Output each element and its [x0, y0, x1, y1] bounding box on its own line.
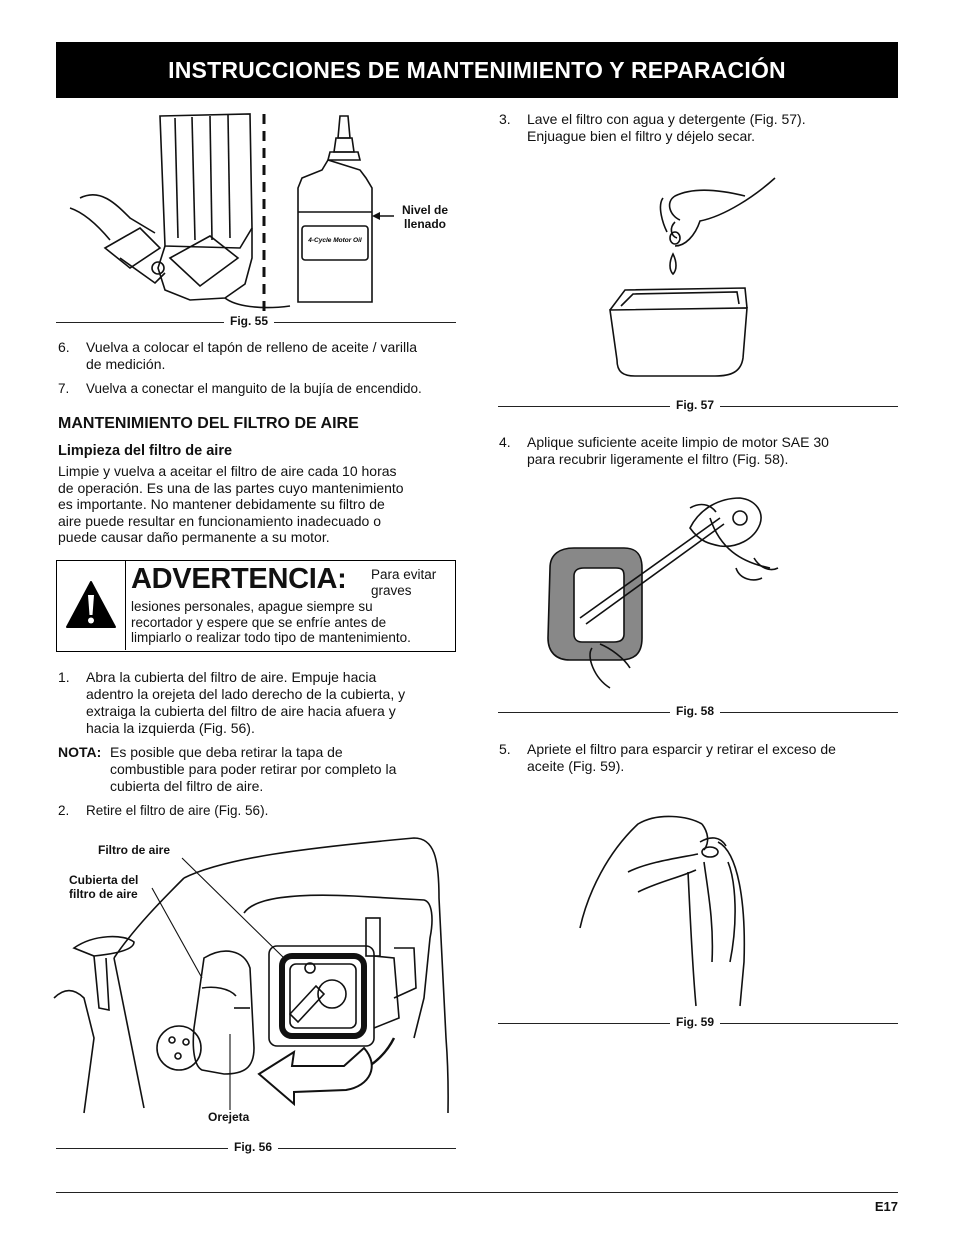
note-line: combustible para poder retirar por completo la [110, 761, 397, 777]
fig57-illustration [605, 176, 780, 382]
fill-label-line2: llenado [403, 217, 446, 231]
fig56-label-filter: Filtro de aire [98, 843, 171, 857]
step-5-line: aceite (Fig. 59). [527, 758, 625, 774]
step-5 [499, 741, 899, 775]
step-1-line: hacia la izquierda (Fig. 56). [86, 720, 255, 736]
page-title: INSTRUCCIONES DE MANTENIMIENTO Y REPARACIÓN [168, 56, 786, 83]
warning-triangle-icon [65, 579, 117, 631]
page-header [56, 42, 898, 98]
warning-body-line: limpiarlo o realizar todo tipo de mantenimiento. [131, 630, 411, 645]
step-5-number: 5. [499, 741, 511, 757]
step-4-line: Aplique suficiente aceite limpio de motor SAE 30 [527, 434, 829, 450]
fig58-caption: Fig. 58 [670, 704, 720, 718]
warning-side-line2: graves [371, 582, 412, 598]
fig57-caption-row [498, 398, 898, 414]
fig58-caption-row [498, 704, 898, 720]
step-1-line: extraiga la cubierta del filtro de aire hacia afuera y [86, 703, 396, 719]
footer-rule [56, 1192, 898, 1193]
step-3-line: Enjuague bien el filtro y déjelo secar. [527, 128, 756, 144]
warning-side-line1: Para evitar [371, 567, 437, 582]
fill-label-line1: Nivel de [401, 203, 449, 217]
fig56-caption-row [56, 1140, 456, 1156]
warning-side-text [371, 567, 455, 598]
step-7-number: 7. [58, 381, 70, 396]
step-4 [499, 434, 899, 468]
fig55-caption-row [56, 314, 456, 330]
step-7-text: Vuelva a conectar el manguito de la bujía de encendido. [86, 381, 422, 396]
maintenance-paragraph [58, 463, 458, 546]
section-title: MANTENIMIENTO DEL FILTRO DE AIRE [58, 415, 359, 432]
fig59-caption-row [498, 1015, 898, 1031]
note-line: Es posible que deba retirar la tapa de [110, 744, 343, 760]
cover-label-line2: filtro de aire [69, 887, 138, 901]
step-6-text-line2: de medición. [86, 356, 166, 372]
fig56-caption: Fig. 56 [228, 1140, 278, 1154]
warning-body [131, 599, 455, 646]
bottle-label-text: 4-Cycle Motor Oil [308, 237, 362, 244]
step-1-line: adentro la orejeta del lado derecho de la cubierta, y [86, 686, 406, 702]
fig56-label-tab: Orejeta [208, 1110, 250, 1124]
para-line: aire puede resultar en funcionamiento inadecuado o [58, 512, 382, 529]
fig59-illustration [578, 812, 778, 1008]
fig56-label-cover [69, 873, 138, 901]
step-4-line: para recubrir ligeramente el filtro (Fig. 58). [527, 451, 789, 467]
note [58, 744, 458, 796]
subsection-title: Limpieza del filtro de aire [58, 443, 233, 459]
para-line: de operación. Es una de las partes cuyo mantenimiento [58, 479, 404, 496]
warning-body-line: recortador y espere que se enfríe antes de [131, 614, 387, 630]
note-line: cubierta del filtro de aire. [110, 778, 264, 794]
step-7 [58, 380, 458, 397]
fig55-fill-level-label [390, 203, 460, 231]
para-line: puede causar daño permanente a su motor. [58, 529, 330, 545]
step-6-number: 6. [58, 339, 70, 355]
warning-body-line: lesiones personales, apague siempre su [131, 599, 373, 614]
step-2-text: Retire el filtro de aire (Fig. 56). [86, 803, 269, 818]
step-2-number: 2. [58, 803, 70, 818]
step-6-text-line1: Vuelva a colocar el tapón de relleno de aceite / varilla [86, 339, 418, 355]
para-line: es importante. No mantener debidamente su filtro de [58, 496, 385, 512]
step-3-line: Lave el filtro con agua y detergente (Fig. 57). [527, 111, 806, 127]
fig57-caption: Fig. 57 [670, 398, 720, 412]
step-2 [58, 802, 458, 819]
step-1 [58, 669, 458, 739]
step-3 [499, 111, 899, 145]
warning-title: ADVERTENCIA: [131, 563, 347, 595]
step-5-line: Apriete el filtro para esparcir y retirar el exceso de [527, 741, 836, 757]
warning-box [56, 560, 456, 652]
step-4-number: 4. [499, 434, 511, 450]
fig55-caption: Fig. 55 [224, 314, 274, 328]
warning-icon-cell [57, 561, 126, 650]
step-1-line: Abra la cubierta del filtro de aire. Empuje hacia [86, 669, 377, 685]
fig59-caption: Fig. 59 [670, 1015, 720, 1029]
page-number: E17 [874, 1199, 898, 1214]
note-label: NOTA: [58, 744, 102, 760]
fig58-illustration [540, 488, 780, 696]
para-line: Limpie y vuelva a aceitar el filtro de aire cada 10 horas [58, 463, 397, 479]
step-6 [58, 339, 458, 373]
step-3-number: 3. [499, 111, 511, 127]
step-1-number: 1. [58, 669, 70, 685]
cover-label-line1: Cubierta del [69, 873, 139, 887]
